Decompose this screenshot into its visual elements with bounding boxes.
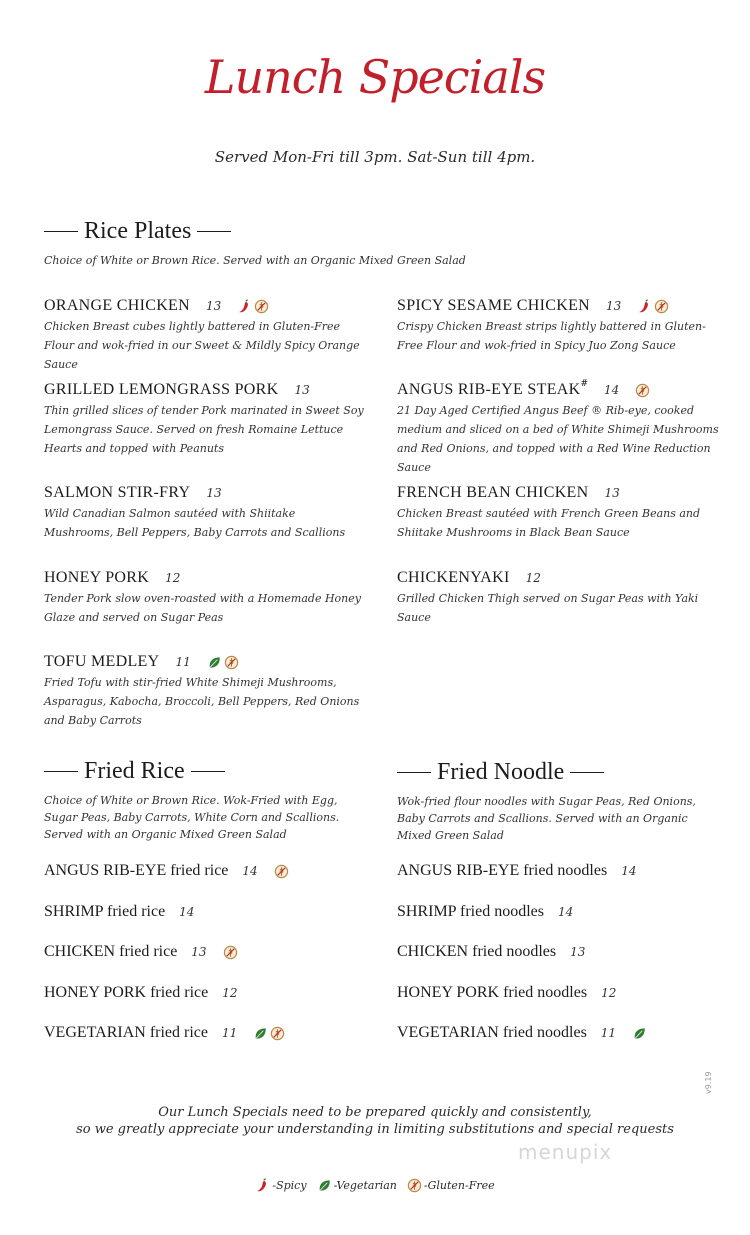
fried-rice-item-price: 14: [179, 905, 195, 919]
dietary-icons: [637, 299, 669, 314]
fried-noodle-item: [397, 941, 585, 963]
gluten-free-icon: [654, 299, 669, 314]
fried-noodle-item: [397, 860, 636, 882]
menu-item-description: Crispy Chicken Breast strips lightly battered in Gluten-Free Flour and wok-fried in Spicy Juo Zong Sauce: [397, 320, 706, 352]
menu-item-price: 13: [206, 486, 222, 500]
menu-item-header: [44, 295, 364, 317]
page-title: Lunch Specials: [204, 50, 546, 104]
menu-item-description: Chicken Breast cubes lightly battered in Gluten-Free Flour and wok-fried in our Sweet & Mildly Spicy Orange Sauce: [44, 320, 360, 371]
menu-item-name: HONEY PORK: [44, 569, 150, 586]
icon-legend: [0, 1178, 750, 1193]
fried-rice-title: Fried Rice: [84, 758, 185, 784]
menu-item: [397, 482, 717, 542]
dietary-icons: [237, 299, 269, 314]
menu-item-name: ANGUS RIB-EYE STEAK: [397, 381, 581, 398]
fried-rice-item-price: 14: [242, 864, 258, 878]
heading-rule: [397, 772, 431, 773]
menu-item-header: [397, 482, 717, 504]
fried-noodle-item-price: 11: [600, 1026, 617, 1040]
menu-item: [44, 295, 364, 374]
fried-rice-item-name: SHRIMP fried rice: [44, 903, 166, 920]
fried-rice-item: [44, 901, 194, 923]
serving-hours: Served Mon-Fri till 3pm. Sat-Sun till 4pm.: [214, 148, 536, 166]
fried-noodle-item-name: VEGETARIAN fried noodles: [397, 1024, 587, 1041]
rice-plates-title: Rice Plates: [84, 218, 192, 244]
menu-item: [397, 295, 717, 355]
dietary-icons: [274, 864, 289, 879]
fried-noodle-description: Wok-fried flour noodles with Sugar Peas, Red Onions, Baby Carrots and Scallions. Served with an Organic Mixed Green Salad: [397, 795, 696, 842]
fried-rice-item-price: 12: [222, 986, 238, 1000]
dietary-icons: [223, 945, 238, 960]
menu-item-name: FRENCH BEAN CHICKEN: [397, 484, 589, 501]
menu-item-name: ORANGE CHICKEN: [44, 297, 190, 314]
menu-item-header: [397, 295, 717, 317]
legend-spicy-label: -Spicy: [272, 1179, 307, 1192]
menu-item-name: GRILLED LEMONGRASS PORK: [44, 381, 279, 398]
rice-plates-description: Choice of White or Brown Rice. Served with an Organic Mixed Green Salad: [44, 254, 466, 267]
menu-item-name: TOFU MEDLEY: [44, 653, 160, 670]
note-line-2: so we greatly appreciate your understanding in limiting substitutions and special requests: [76, 1122, 674, 1137]
menu-item-name: SPICY SESAME CHICKEN: [397, 297, 590, 314]
menu-item-description: Wild Canadian Salmon sautéed with Shiitake Mushrooms, Bell Peppers, Baby Carrots and Scallions: [44, 507, 346, 539]
gluten-free-icon: [270, 1026, 285, 1041]
menu-item-header: [44, 482, 364, 504]
leaf-icon: [317, 1178, 332, 1193]
menu-item-description: Chicken Breast sautéed with French Green Beans and Shiitake Mushrooms in Black Bean Sauce: [397, 507, 701, 539]
fried-noodle-item-name: HONEY PORK fried noodles: [397, 984, 588, 1001]
gluten-free-icon: [224, 655, 239, 670]
legend-spicy: [255, 1178, 306, 1193]
menu-item: [44, 379, 364, 458]
menu-item-price: 12: [525, 571, 541, 585]
leaf-icon: [207, 655, 222, 670]
heading-rule: [197, 231, 231, 232]
gluten-free-icon: [223, 945, 238, 960]
fried-noodle-item-price: 13: [570, 945, 586, 959]
fried-noodle-title: Fried Noodle: [437, 759, 565, 785]
menu-item-price: 11: [175, 655, 191, 669]
gluten-free-icon: [254, 299, 269, 314]
fried-noodle-item: [397, 901, 573, 923]
fried-noodle-item-price: 14: [557, 905, 574, 919]
fried-rice-item-name: CHICKEN fried rice: [44, 943, 178, 960]
fried-noodle-item-name: SHRIMP fried noodles: [397, 903, 544, 920]
menu-item: [397, 567, 717, 627]
fried-rice-item: [44, 1022, 285, 1044]
fried-rice-item-name: HONEY PORK fried rice: [44, 984, 209, 1001]
version-label: v9.19: [704, 1071, 713, 1094]
menu-item-description: Grilled Chicken Thigh served on Sugar Peas with Yaki Sauce: [397, 592, 699, 624]
chili-pepper-icon: [637, 299, 652, 314]
menu-item-description: Fried Tofu with stir-fried White Shimeji Mushrooms, Asparagus, Kabocha, Broccoli, Bell Peppers, Red Onions and Baby Carrots: [44, 676, 360, 727]
fried-noodle-item: [397, 982, 616, 1004]
fried-noodle-item: [397, 1022, 647, 1044]
fried-rice-item-price: 11: [222, 1026, 238, 1040]
menu-item: [44, 651, 364, 730]
heading-rule: [44, 231, 78, 232]
gluten-free-icon: [635, 383, 650, 398]
legend-vegetarian: [317, 1178, 397, 1193]
gluten-free-icon: [274, 864, 289, 879]
menu-item-name: CHICKENYAKI: [397, 569, 510, 586]
menu-item-price: 12: [165, 571, 181, 585]
fried-rice-item: [44, 941, 238, 963]
menu-item-header: [397, 379, 717, 401]
heading-rule: [44, 771, 78, 772]
note-line-1: Our Lunch Specials need to be prepared quickly and consistently,: [158, 1105, 592, 1120]
menu-item-description: 21 Day Aged Certified Angus Beef ® Rib-eye, cooked medium and sliced on a bed of White Shimeji Mushrooms and Red Onions, and topped with a Red Wine Reduction Sauce: [397, 404, 719, 474]
heading-rule: [570, 772, 604, 773]
menu-item-header: [44, 651, 364, 673]
fried-noodle-heading: [397, 759, 604, 786]
fried-rice-heading: [44, 758, 225, 785]
menu-item: [44, 567, 364, 627]
menu-item-header: [44, 567, 364, 589]
rice-plates-heading: [44, 218, 231, 245]
fried-rice-item: [44, 860, 289, 882]
fried-rice-item: [44, 982, 238, 1004]
fried-rice-item-name: VEGETARIAN fried rice: [44, 1024, 208, 1041]
fried-noodle-item-price: 14: [621, 864, 637, 878]
menu-item-description: Thin grilled slices of tender Pork marinated in Sweet Soy Lemongrass Sauce. Served on fresh Romaine Lettuce Hearts and topped with Peanuts: [44, 404, 364, 455]
legend-vegetarian-label: -Vegetarian: [333, 1179, 397, 1192]
fried-rice-item-name: ANGUS RIB-EYE fried rice: [44, 862, 229, 879]
menu-item-header: [397, 567, 717, 589]
fried-rice-description: Choice of White or Brown Rice. Wok-Fried with Egg, Sugar Peas, Baby Carrots, White Corn and Scallions. Served with an Organic Mixed Green Salad: [44, 794, 340, 841]
menu-item-price: 13: [604, 486, 620, 500]
leaf-icon: [253, 1026, 268, 1041]
substitution-note: [0, 1104, 750, 1138]
watermark: menupix: [518, 1140, 613, 1164]
fried-rice-item-price: 13: [191, 945, 207, 959]
chili-pepper-icon: [255, 1178, 270, 1193]
fried-noodle-item-name: ANGUS RIB-EYE fried noodles: [397, 862, 608, 879]
menu-item-price: 14: [604, 383, 620, 397]
menu-item: [397, 379, 717, 477]
fried-noodle-item-name: CHICKEN fried noodles: [397, 943, 557, 960]
menu-item-name: SALMON STIR-FRY: [44, 484, 191, 501]
dietary-icons: [632, 1026, 647, 1041]
dietary-icons: [253, 1026, 285, 1041]
heading-rule: [191, 771, 225, 772]
dietary-icons: [635, 383, 650, 398]
menu-item-footnote-mark: #: [580, 379, 589, 389]
menu-item-description: Tender Pork slow oven-roasted with a Homemade Honey Glaze and served on Sugar Peas: [44, 592, 361, 624]
gluten-free-icon: [407, 1178, 422, 1193]
dietary-icons: [207, 655, 239, 670]
legend-gluten-free-label: -Gluten-Free: [423, 1179, 495, 1192]
menu-item: [44, 482, 364, 542]
fried-noodle-item-price: 12: [601, 986, 617, 1000]
menu-item-price: 13: [205, 299, 222, 313]
chili-pepper-icon: [237, 299, 252, 314]
menu-item-header: [44, 379, 364, 401]
menu-item-price: 13: [606, 299, 622, 313]
leaf-icon: [632, 1026, 647, 1041]
legend-gluten-free: [407, 1178, 495, 1193]
menu-item-price: 13: [294, 383, 310, 397]
